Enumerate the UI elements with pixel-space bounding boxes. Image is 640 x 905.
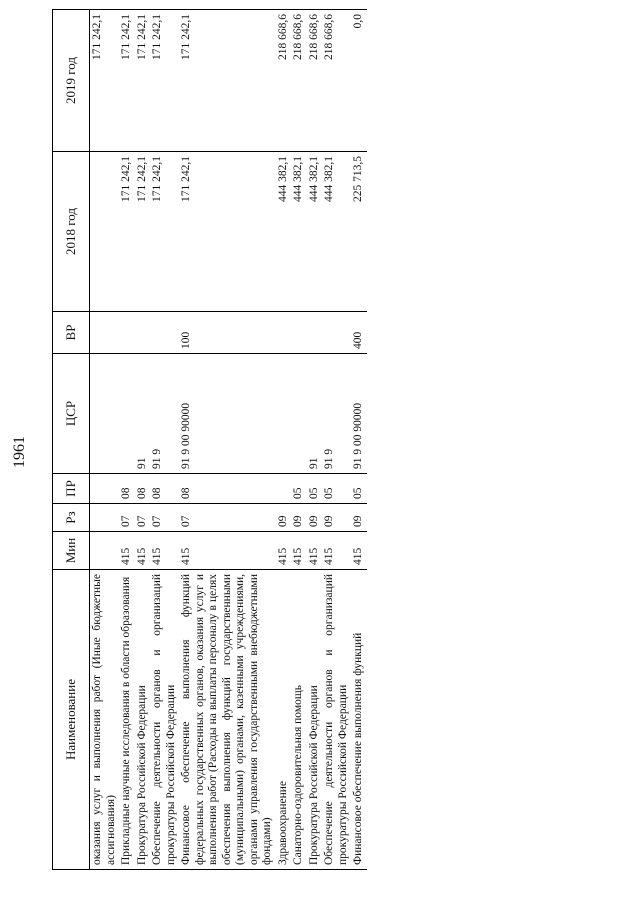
cell-y2018: 444 382,1 (322, 152, 351, 312)
budget-table (52, 9, 367, 870)
table-row (179, 10, 276, 870)
cell-csr (119, 354, 135, 474)
cell-name: Обеспечение деятельности органов и организаций прокуратуры Российской Федерации (150, 570, 179, 870)
cell-y2019: 218 668,6 (322, 10, 351, 152)
cell-pr: 08 (179, 474, 276, 504)
cell-csr: 91 9 00 90000 (351, 354, 367, 474)
cell-y2019: 171 242,1 (135, 10, 151, 152)
cell-min: 415 (291, 532, 307, 570)
cell-y2019: 171 242,1 (119, 10, 135, 152)
cell-pr (90, 474, 120, 504)
cell-name: Санаторно-оздоровительная помощь (291, 570, 307, 870)
cell-y2018: 444 382,1 (276, 152, 292, 312)
table-row (351, 10, 367, 870)
header-name: Наименование (53, 570, 90, 870)
cell-y2018: 171 242,1 (119, 152, 135, 312)
table-row (291, 10, 307, 870)
cell-rz: 07 (119, 504, 135, 532)
header-pr: ПР (53, 474, 90, 504)
cell-rz: 07 (150, 504, 179, 532)
header-2019: 2019 год (53, 10, 90, 152)
cell-pr: 05 (351, 474, 367, 504)
cell-y2019: 171 242,1 (150, 10, 179, 152)
cell-csr (90, 354, 120, 474)
cell-vr (90, 312, 120, 354)
cell-csr: 91 9 (322, 354, 351, 474)
cell-min: 415 (307, 532, 323, 570)
cell-vr (291, 312, 307, 354)
cell-vr: 400 (351, 312, 367, 354)
cell-min: 415 (179, 532, 276, 570)
cell-csr: 91 9 00 90000 (179, 354, 276, 474)
header-csr: ЦСР (53, 354, 90, 474)
cell-name: Прокуратура Российской Федерации (307, 570, 323, 870)
cell-vr (119, 312, 135, 354)
cell-rz: 09 (291, 504, 307, 532)
table-row (150, 10, 179, 870)
cell-min: 415 (135, 532, 151, 570)
cell-vr (322, 312, 351, 354)
header-rz: Рз (53, 504, 90, 532)
header-2018: 2018 год (53, 152, 90, 312)
cell-y2018 (90, 152, 120, 312)
cell-y2018: 225 713,5 (351, 152, 367, 312)
cell-name: оказания услуг и выполнения работ (Иные бюджетные ассигнования) (90, 570, 120, 870)
cell-y2018: 444 382,1 (307, 152, 323, 312)
cell-name: Прикладные научные исследования в области образования (119, 570, 135, 870)
cell-name: Финансовое обеспечение выполнения функций федеральных государственных органов, оказания услуг и выполнения работ (Расходы на выплаты персоналу в целях обеспечения выполнения функций государственными (муниципальными) органами, казенными учреждениями, органами управления государственными внебюджетными фондами) (179, 570, 276, 870)
cell-pr: 05 (291, 474, 307, 504)
cell-pr: 05 (307, 474, 323, 504)
cell-y2019: 218 668,6 (276, 10, 292, 152)
cell-name: Обеспечение деятельности органов и организаций прокуратуры Российской Федерации (322, 570, 351, 870)
table-row (307, 10, 323, 870)
cell-pr: 08 (135, 474, 151, 504)
table-body (90, 10, 367, 870)
cell-rz: 07 (135, 504, 151, 532)
cell-csr: 91 9 (150, 354, 179, 474)
cell-pr: 05 (322, 474, 351, 504)
page-number: 1961 (11, 436, 28, 468)
table-row (90, 10, 120, 870)
cell-csr (276, 354, 292, 474)
cell-y2019: 218 668,6 (291, 10, 307, 152)
cell-name: Здравоохранение (276, 570, 292, 870)
cell-rz: 09 (307, 504, 323, 532)
cell-name: Финансовое обеспечение выполнения функций (351, 570, 367, 870)
cell-y2018: 171 242,1 (150, 152, 179, 312)
cell-min: 415 (322, 532, 351, 570)
cell-rz: 09 (351, 504, 367, 532)
cell-min: 415 (276, 532, 292, 570)
cell-y2018: 444 382,1 (291, 152, 307, 312)
cell-pr: 08 (150, 474, 179, 504)
cell-y2018: 171 242,1 (179, 152, 276, 312)
cell-min: 415 (351, 532, 367, 570)
cell-vr (276, 312, 292, 354)
cell-vr: 100 (179, 312, 276, 354)
header-min: Мин (53, 532, 90, 570)
cell-rz: 07 (179, 504, 276, 532)
cell-rz (90, 504, 120, 532)
cell-min (90, 532, 120, 570)
cell-min: 415 (150, 532, 179, 570)
cell-y2019: 0,0 (351, 10, 367, 152)
cell-rz: 09 (322, 504, 351, 532)
cell-csr: 91 (135, 354, 151, 474)
cell-rz: 09 (276, 504, 292, 532)
cell-csr: 91 (307, 354, 323, 474)
table-row (276, 10, 292, 870)
header-row (53, 10, 90, 870)
table-row (322, 10, 351, 870)
cell-y2018: 171 242,1 (135, 152, 151, 312)
rotated-page (52, 10, 604, 870)
cell-pr (276, 474, 292, 504)
cell-vr (135, 312, 151, 354)
cell-y2019: 171 242,1 (179, 10, 276, 152)
cell-min: 415 (119, 532, 135, 570)
cell-vr (307, 312, 323, 354)
cell-y2019: 171 242,1 (90, 10, 120, 152)
table-row (135, 10, 151, 870)
cell-y2019: 218 668,6 (307, 10, 323, 152)
cell-csr (291, 354, 307, 474)
cell-pr: 08 (119, 474, 135, 504)
header-vr: ВР (53, 312, 90, 354)
cell-vr (150, 312, 179, 354)
cell-name: Прокуратура Российской Федерации (135, 570, 151, 870)
table-row (119, 10, 135, 870)
